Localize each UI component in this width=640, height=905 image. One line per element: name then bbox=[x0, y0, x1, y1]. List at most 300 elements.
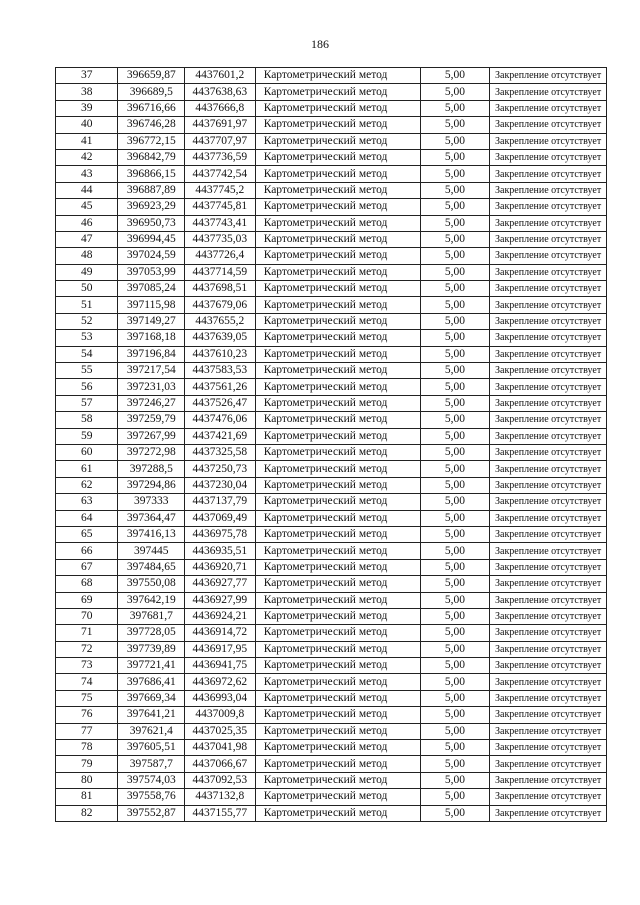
method-cell: Картометрический метод bbox=[255, 346, 420, 362]
accuracy-cell: 5,00 bbox=[420, 100, 490, 116]
x-coordinate-cell: 397231,03 bbox=[118, 379, 185, 395]
method-cell: Картометрический метод bbox=[255, 313, 420, 329]
point-number-cell: 64 bbox=[56, 510, 118, 526]
y-coordinate-cell: 4437601,2 bbox=[185, 68, 256, 84]
y-coordinate-cell: 4437714,59 bbox=[185, 264, 256, 280]
table-row bbox=[56, 625, 607, 641]
x-coordinate-cell: 397196,84 bbox=[118, 346, 185, 362]
method-cell: Картометрический метод bbox=[255, 772, 420, 788]
point-number-cell: 42 bbox=[56, 149, 118, 165]
table-row bbox=[56, 248, 607, 264]
method-cell: Картометрический метод bbox=[255, 248, 420, 264]
fixation-description-cell: Закрепление отсутствует bbox=[490, 215, 607, 231]
method-cell: Картометрический метод bbox=[255, 395, 420, 411]
fixation-description-cell: Закрепление отсутствует bbox=[490, 477, 607, 493]
fixation-description-cell: Закрепление отсутствует bbox=[490, 723, 607, 739]
x-coordinate-cell: 396866,15 bbox=[118, 166, 185, 182]
fixation-description-cell: Закрепление отсутствует bbox=[490, 182, 607, 198]
x-coordinate-cell: 397267,99 bbox=[118, 428, 185, 444]
y-coordinate-cell: 4436927,99 bbox=[185, 592, 256, 608]
x-coordinate-cell: 397416,13 bbox=[118, 526, 185, 542]
x-coordinate-cell: 397246,27 bbox=[118, 395, 185, 411]
point-number-cell: 44 bbox=[56, 182, 118, 198]
point-number-cell: 39 bbox=[56, 100, 118, 116]
point-number-cell: 65 bbox=[56, 526, 118, 542]
fixation-description-cell: Закрепление отсутствует bbox=[490, 559, 607, 575]
table-row bbox=[56, 313, 607, 329]
accuracy-cell: 5,00 bbox=[420, 477, 490, 493]
point-number-cell: 45 bbox=[56, 199, 118, 215]
y-coordinate-cell: 4437009,8 bbox=[185, 707, 256, 723]
table-row bbox=[56, 346, 607, 362]
y-coordinate-cell: 4437639,05 bbox=[185, 330, 256, 346]
method-cell: Картометрический метод bbox=[255, 658, 420, 674]
method-cell: Картометрический метод bbox=[255, 789, 420, 805]
accuracy-cell: 5,00 bbox=[420, 117, 490, 133]
x-coordinate-cell: 397272,98 bbox=[118, 444, 185, 460]
table-row bbox=[56, 690, 607, 706]
accuracy-cell: 5,00 bbox=[420, 68, 490, 84]
fixation-description-cell: Закрепление отсутствует bbox=[490, 789, 607, 805]
fixation-description-cell: Закрепление отсутствует bbox=[490, 740, 607, 756]
fixation-description-cell: Закрепление отсутствует bbox=[490, 428, 607, 444]
y-coordinate-cell: 4437526,47 bbox=[185, 395, 256, 411]
y-coordinate-cell: 4437155,77 bbox=[185, 805, 256, 821]
y-coordinate-cell: 4437476,06 bbox=[185, 412, 256, 428]
accuracy-cell: 5,00 bbox=[420, 395, 490, 411]
accuracy-cell: 5,00 bbox=[420, 313, 490, 329]
accuracy-cell: 5,00 bbox=[420, 346, 490, 362]
y-coordinate-cell: 4436927,77 bbox=[185, 576, 256, 592]
point-number-cell: 77 bbox=[56, 723, 118, 739]
method-cell: Картометрический метод bbox=[255, 805, 420, 821]
method-cell: Картометрический метод bbox=[255, 182, 420, 198]
point-number-cell: 41 bbox=[56, 133, 118, 149]
table-row bbox=[56, 412, 607, 428]
point-number-cell: 38 bbox=[56, 84, 118, 100]
table-row bbox=[56, 707, 607, 723]
method-cell: Картометрический метод bbox=[255, 477, 420, 493]
table-row bbox=[56, 330, 607, 346]
point-number-cell: 57 bbox=[56, 395, 118, 411]
method-cell: Картометрический метод bbox=[255, 379, 420, 395]
table-row bbox=[56, 68, 607, 84]
accuracy-cell: 5,00 bbox=[420, 576, 490, 592]
y-coordinate-cell: 4437745,2 bbox=[185, 182, 256, 198]
table-row bbox=[56, 674, 607, 690]
accuracy-cell: 5,00 bbox=[420, 772, 490, 788]
table-row bbox=[56, 461, 607, 477]
accuracy-cell: 5,00 bbox=[420, 84, 490, 100]
x-coordinate-cell: 396659,87 bbox=[118, 68, 185, 84]
point-number-cell: 70 bbox=[56, 608, 118, 624]
x-coordinate-cell: 397552,87 bbox=[118, 805, 185, 821]
y-coordinate-cell: 4437230,04 bbox=[185, 477, 256, 493]
x-coordinate-cell: 397728,05 bbox=[118, 625, 185, 641]
table-row bbox=[56, 182, 607, 198]
accuracy-cell: 5,00 bbox=[420, 494, 490, 510]
table-row bbox=[56, 756, 607, 772]
point-number-cell: 61 bbox=[56, 461, 118, 477]
point-number-cell: 43 bbox=[56, 166, 118, 182]
x-coordinate-cell: 397574,03 bbox=[118, 772, 185, 788]
x-coordinate-cell: 397217,54 bbox=[118, 363, 185, 379]
y-coordinate-cell: 4437691,97 bbox=[185, 117, 256, 133]
point-number-cell: 46 bbox=[56, 215, 118, 231]
point-number-cell: 78 bbox=[56, 740, 118, 756]
fixation-description-cell: Закрепление отсутствует bbox=[490, 461, 607, 477]
y-coordinate-cell: 4437137,79 bbox=[185, 494, 256, 510]
fixation-description-cell: Закрепление отсутствует bbox=[490, 412, 607, 428]
x-coordinate-cell: 397333 bbox=[118, 494, 185, 510]
table-row bbox=[56, 723, 607, 739]
fixation-description-cell: Закрепление отсутствует bbox=[490, 133, 607, 149]
method-cell: Картометрический метод bbox=[255, 494, 420, 510]
accuracy-cell: 5,00 bbox=[420, 707, 490, 723]
point-number-cell: 80 bbox=[56, 772, 118, 788]
y-coordinate-cell: 4437742,54 bbox=[185, 166, 256, 182]
method-cell: Картометрический метод bbox=[255, 297, 420, 313]
table-row bbox=[56, 84, 607, 100]
fixation-description-cell: Закрепление отсутствует bbox=[490, 199, 607, 215]
accuracy-cell: 5,00 bbox=[420, 231, 490, 247]
accuracy-cell: 5,00 bbox=[420, 166, 490, 182]
table-row bbox=[56, 395, 607, 411]
table-row bbox=[56, 215, 607, 231]
x-coordinate-cell: 397445 bbox=[118, 543, 185, 559]
table-row bbox=[56, 494, 607, 510]
method-cell: Картометрический метод bbox=[255, 592, 420, 608]
x-coordinate-cell: 396716,66 bbox=[118, 100, 185, 116]
y-coordinate-cell: 4437132,8 bbox=[185, 789, 256, 805]
y-coordinate-cell: 4437743,41 bbox=[185, 215, 256, 231]
y-coordinate-cell: 4436993,04 bbox=[185, 690, 256, 706]
x-coordinate-cell: 397739,89 bbox=[118, 641, 185, 657]
method-cell: Картометрический метод bbox=[255, 559, 420, 575]
table-row bbox=[56, 363, 607, 379]
method-cell: Картометрический метод bbox=[255, 149, 420, 165]
accuracy-cell: 5,00 bbox=[420, 658, 490, 674]
x-coordinate-cell: 397115,98 bbox=[118, 297, 185, 313]
fixation-description-cell: Закрепление отсутствует bbox=[490, 805, 607, 821]
accuracy-cell: 5,00 bbox=[420, 281, 490, 297]
method-cell: Картометрический метод bbox=[255, 444, 420, 460]
table-row bbox=[56, 281, 607, 297]
accuracy-cell: 5,00 bbox=[420, 444, 490, 460]
accuracy-cell: 5,00 bbox=[420, 625, 490, 641]
table-row bbox=[56, 264, 607, 280]
y-coordinate-cell: 4436917,95 bbox=[185, 641, 256, 657]
page-number: 186 bbox=[311, 37, 329, 51]
y-coordinate-cell: 4436941,75 bbox=[185, 658, 256, 674]
method-cell: Картометрический метод bbox=[255, 625, 420, 641]
point-number-cell: 76 bbox=[56, 707, 118, 723]
accuracy-cell: 5,00 bbox=[420, 149, 490, 165]
fixation-description-cell: Закрепление отсутствует bbox=[490, 543, 607, 559]
method-cell: Картометрический метод bbox=[255, 412, 420, 428]
fixation-description-cell: Закрепление отсутствует bbox=[490, 395, 607, 411]
y-coordinate-cell: 4437698,51 bbox=[185, 281, 256, 297]
point-number-cell: 63 bbox=[56, 494, 118, 510]
table-row bbox=[56, 477, 607, 493]
method-cell: Картометрический метод bbox=[255, 264, 420, 280]
fixation-description-cell: Закрепление отсутствует bbox=[490, 674, 607, 690]
fixation-description-cell: Закрепление отсутствует bbox=[490, 264, 607, 280]
table-row bbox=[56, 592, 607, 608]
fixation-description-cell: Закрепление отсутствует bbox=[490, 658, 607, 674]
method-cell: Картометрический метод bbox=[255, 740, 420, 756]
fixation-description-cell: Закрепление отсутствует bbox=[490, 379, 607, 395]
x-coordinate-cell: 397686,41 bbox=[118, 674, 185, 690]
x-coordinate-cell: 397641,21 bbox=[118, 707, 185, 723]
method-cell: Картометрический метод bbox=[255, 363, 420, 379]
accuracy-cell: 5,00 bbox=[420, 248, 490, 264]
y-coordinate-cell: 4437041,98 bbox=[185, 740, 256, 756]
point-number-cell: 40 bbox=[56, 117, 118, 133]
point-number-cell: 55 bbox=[56, 363, 118, 379]
accuracy-cell: 5,00 bbox=[420, 756, 490, 772]
y-coordinate-cell: 4437610,23 bbox=[185, 346, 256, 362]
fixation-description-cell: Закрепление отсутствует bbox=[490, 149, 607, 165]
method-cell: Картометрический метод bbox=[255, 428, 420, 444]
y-coordinate-cell: 4437735,03 bbox=[185, 231, 256, 247]
fixation-description-cell: Закрепление отсутствует bbox=[490, 756, 607, 772]
table-row bbox=[56, 379, 607, 395]
method-cell: Картометрический метод bbox=[255, 756, 420, 772]
y-coordinate-cell: 4437666,8 bbox=[185, 100, 256, 116]
accuracy-cell: 5,00 bbox=[420, 461, 490, 477]
point-number-cell: 54 bbox=[56, 346, 118, 362]
x-coordinate-cell: 396923,29 bbox=[118, 199, 185, 215]
accuracy-cell: 5,00 bbox=[420, 723, 490, 739]
x-coordinate-cell: 397053,99 bbox=[118, 264, 185, 280]
point-number-cell: 37 bbox=[56, 68, 118, 84]
table-row bbox=[56, 297, 607, 313]
accuracy-cell: 5,00 bbox=[420, 428, 490, 444]
point-number-cell: 62 bbox=[56, 477, 118, 493]
table-row bbox=[56, 772, 607, 788]
x-coordinate-cell: 396689,5 bbox=[118, 84, 185, 100]
table-row bbox=[56, 805, 607, 821]
method-cell: Картометрический метод bbox=[255, 707, 420, 723]
x-coordinate-cell: 397024,59 bbox=[118, 248, 185, 264]
fixation-description-cell: Закрепление отсутствует bbox=[490, 494, 607, 510]
accuracy-cell: 5,00 bbox=[420, 215, 490, 231]
fixation-description-cell: Закрепление отсутствует bbox=[490, 248, 607, 264]
x-coordinate-cell: 397642,19 bbox=[118, 592, 185, 608]
fixation-description-cell: Закрепление отсутствует bbox=[490, 690, 607, 706]
point-number-cell: 49 bbox=[56, 264, 118, 280]
table-row bbox=[56, 166, 607, 182]
accuracy-cell: 5,00 bbox=[420, 674, 490, 690]
fixation-description-cell: Закрепление отсутствует bbox=[490, 608, 607, 624]
accuracy-cell: 5,00 bbox=[420, 805, 490, 821]
method-cell: Картометрический метод bbox=[255, 330, 420, 346]
x-coordinate-cell: 397681,7 bbox=[118, 608, 185, 624]
point-number-cell: 52 bbox=[56, 313, 118, 329]
fixation-description-cell: Закрепление отсутствует bbox=[490, 297, 607, 313]
fixation-description-cell: Закрепление отсутствует bbox=[490, 313, 607, 329]
point-number-cell: 60 bbox=[56, 444, 118, 460]
y-coordinate-cell: 4437092,53 bbox=[185, 772, 256, 788]
coordinates-table-body bbox=[56, 68, 607, 822]
accuracy-cell: 5,00 bbox=[420, 559, 490, 575]
x-coordinate-cell: 396887,89 bbox=[118, 182, 185, 198]
accuracy-cell: 5,00 bbox=[420, 264, 490, 280]
point-number-cell: 68 bbox=[56, 576, 118, 592]
accuracy-cell: 5,00 bbox=[420, 182, 490, 198]
y-coordinate-cell: 4436914,72 bbox=[185, 625, 256, 641]
method-cell: Картометрический метод bbox=[255, 100, 420, 116]
fixation-description-cell: Закрепление отсутствует bbox=[490, 117, 607, 133]
point-number-cell: 73 bbox=[56, 658, 118, 674]
accuracy-cell: 5,00 bbox=[420, 592, 490, 608]
x-coordinate-cell: 397558,76 bbox=[118, 789, 185, 805]
method-cell: Картометрический метод bbox=[255, 231, 420, 247]
table-row bbox=[56, 133, 607, 149]
method-cell: Картометрический метод bbox=[255, 461, 420, 477]
method-cell: Картометрический метод bbox=[255, 117, 420, 133]
accuracy-cell: 5,00 bbox=[420, 740, 490, 756]
point-number-cell: 47 bbox=[56, 231, 118, 247]
point-number-cell: 82 bbox=[56, 805, 118, 821]
accuracy-cell: 5,00 bbox=[420, 297, 490, 313]
accuracy-cell: 5,00 bbox=[420, 379, 490, 395]
x-coordinate-cell: 397669,34 bbox=[118, 690, 185, 706]
point-number-cell: 71 bbox=[56, 625, 118, 641]
fixation-description-cell: Закрепление отсутствует bbox=[490, 68, 607, 84]
table-row bbox=[56, 100, 607, 116]
table-row bbox=[56, 608, 607, 624]
point-number-cell: 51 bbox=[56, 297, 118, 313]
y-coordinate-cell: 4437421,69 bbox=[185, 428, 256, 444]
method-cell: Картометрический метод bbox=[255, 526, 420, 542]
x-coordinate-cell: 397550,08 bbox=[118, 576, 185, 592]
point-number-cell: 50 bbox=[56, 281, 118, 297]
fixation-description-cell: Закрепление отсутствует bbox=[490, 625, 607, 641]
fixation-description-cell: Закрепление отсутствует bbox=[490, 444, 607, 460]
point-number-cell: 59 bbox=[56, 428, 118, 444]
table-row bbox=[56, 641, 607, 657]
y-coordinate-cell: 4437679,06 bbox=[185, 297, 256, 313]
table-row bbox=[56, 526, 607, 542]
accuracy-cell: 5,00 bbox=[420, 789, 490, 805]
method-cell: Картометрический метод bbox=[255, 199, 420, 215]
y-coordinate-cell: 4436920,71 bbox=[185, 559, 256, 575]
point-number-cell: 48 bbox=[56, 248, 118, 264]
accuracy-cell: 5,00 bbox=[420, 690, 490, 706]
table-row bbox=[56, 658, 607, 674]
y-coordinate-cell: 4437250,73 bbox=[185, 461, 256, 477]
point-number-cell: 56 bbox=[56, 379, 118, 395]
x-coordinate-cell: 397621,4 bbox=[118, 723, 185, 739]
fixation-description-cell: Закрепление отсутствует bbox=[490, 231, 607, 247]
point-number-cell: 69 bbox=[56, 592, 118, 608]
fixation-description-cell: Закрепление отсутствует bbox=[490, 526, 607, 542]
fixation-description-cell: Закрепление отсутствует bbox=[490, 281, 607, 297]
accuracy-cell: 5,00 bbox=[420, 199, 490, 215]
accuracy-cell: 5,00 bbox=[420, 543, 490, 559]
method-cell: Картометрический метод bbox=[255, 576, 420, 592]
x-coordinate-cell: 397721,41 bbox=[118, 658, 185, 674]
x-coordinate-cell: 397484,65 bbox=[118, 559, 185, 575]
y-coordinate-cell: 4437736,59 bbox=[185, 149, 256, 165]
y-coordinate-cell: 4437638,63 bbox=[185, 84, 256, 100]
accuracy-cell: 5,00 bbox=[420, 412, 490, 428]
method-cell: Картометрический метод bbox=[255, 723, 420, 739]
table-row bbox=[56, 576, 607, 592]
accuracy-cell: 5,00 bbox=[420, 608, 490, 624]
x-coordinate-cell: 397605,51 bbox=[118, 740, 185, 756]
method-cell: Картометрический метод bbox=[255, 281, 420, 297]
y-coordinate-cell: 4437025,35 bbox=[185, 723, 256, 739]
x-coordinate-cell: 397294,86 bbox=[118, 477, 185, 493]
accuracy-cell: 5,00 bbox=[420, 526, 490, 542]
table-row bbox=[56, 444, 607, 460]
table-row bbox=[56, 510, 607, 526]
fixation-description-cell: Закрепление отсутствует bbox=[490, 641, 607, 657]
x-coordinate-cell: 397085,24 bbox=[118, 281, 185, 297]
table-row bbox=[56, 740, 607, 756]
point-number-cell: 75 bbox=[56, 690, 118, 706]
x-coordinate-cell: 396772,15 bbox=[118, 133, 185, 149]
fixation-description-cell: Закрепление отсутствует bbox=[490, 576, 607, 592]
y-coordinate-cell: 4437066,67 bbox=[185, 756, 256, 772]
x-coordinate-cell: 396842,79 bbox=[118, 149, 185, 165]
method-cell: Картометрический метод bbox=[255, 543, 420, 559]
fixation-description-cell: Закрепление отсутствует bbox=[490, 84, 607, 100]
x-coordinate-cell: 397364,47 bbox=[118, 510, 185, 526]
y-coordinate-cell: 4437745,81 bbox=[185, 199, 256, 215]
x-coordinate-cell: 397149,27 bbox=[118, 313, 185, 329]
y-coordinate-cell: 4437561,26 bbox=[185, 379, 256, 395]
y-coordinate-cell: 4437707,97 bbox=[185, 133, 256, 149]
x-coordinate-cell: 397288,5 bbox=[118, 461, 185, 477]
y-coordinate-cell: 4437726,4 bbox=[185, 248, 256, 264]
point-number-cell: 79 bbox=[56, 756, 118, 772]
coordinates-table bbox=[55, 67, 607, 822]
point-number-cell: 66 bbox=[56, 543, 118, 559]
method-cell: Картометрический метод bbox=[255, 510, 420, 526]
y-coordinate-cell: 4437583,53 bbox=[185, 363, 256, 379]
table-row bbox=[56, 149, 607, 165]
fixation-description-cell: Закрепление отсутствует bbox=[490, 330, 607, 346]
table-row bbox=[56, 117, 607, 133]
table-row bbox=[56, 789, 607, 805]
method-cell: Картометрический метод bbox=[255, 641, 420, 657]
x-coordinate-cell: 397587,7 bbox=[118, 756, 185, 772]
accuracy-cell: 5,00 bbox=[420, 330, 490, 346]
method-cell: Картометрический метод bbox=[255, 690, 420, 706]
accuracy-cell: 5,00 bbox=[420, 133, 490, 149]
point-number-cell: 72 bbox=[56, 641, 118, 657]
method-cell: Картометрический метод bbox=[255, 674, 420, 690]
method-cell: Картометрический метод bbox=[255, 215, 420, 231]
x-coordinate-cell: 397168,18 bbox=[118, 330, 185, 346]
table-row bbox=[56, 543, 607, 559]
method-cell: Картометрический метод bbox=[255, 68, 420, 84]
accuracy-cell: 5,00 bbox=[420, 641, 490, 657]
y-coordinate-cell: 4437325,58 bbox=[185, 444, 256, 460]
table-row bbox=[56, 231, 607, 247]
x-coordinate-cell: 396994,45 bbox=[118, 231, 185, 247]
y-coordinate-cell: 4436975,78 bbox=[185, 526, 256, 542]
x-coordinate-cell: 396950,73 bbox=[118, 215, 185, 231]
y-coordinate-cell: 4437069,49 bbox=[185, 510, 256, 526]
fixation-description-cell: Закрепление отсутствует bbox=[490, 510, 607, 526]
fixation-description-cell: Закрепление отсутствует bbox=[490, 592, 607, 608]
point-number-cell: 58 bbox=[56, 412, 118, 428]
